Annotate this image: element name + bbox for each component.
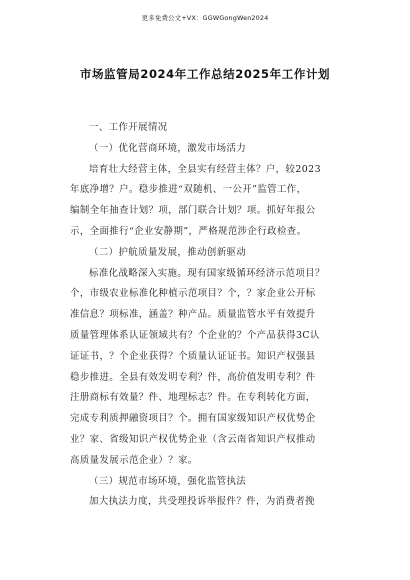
paragraph-line: 高质量发展示范企业）？家。 [70, 454, 198, 466]
section-heading: 一、工作开展情况 [89, 122, 168, 133]
paragraph-first-line: 标准化战略深入实施。现有国家级循环经济示范项目？ [89, 267, 325, 279]
paragraph-line: 业？家、省级知识产权优势企业（含云南省知识产权推动 [70, 433, 316, 445]
subsection-heading: （一）优化营商环境，激发市场活力 [89, 142, 247, 154]
document-body [70, 118, 360, 513]
paragraph-line: 示，全面推行“企业安静期”，严格规范涉企行政检查。 [70, 225, 307, 237]
paragraph-line: 个，市级农业标准化种植示范项目？个，？家企业公开标 [70, 288, 316, 300]
paragraph-line: 证证书，？个企业获得？个质量认证证书。知识产权强县 [70, 350, 316, 362]
paragraph-line: 质量管理体系认证领域共有？个企业的？个产品获得3C认 [70, 329, 320, 341]
header-promo-note: 更多免费公文+VX：GGWGongWen2024 [141, 14, 269, 22]
paragraph-line: 稳步推进。全县有效发明专利？件，高价值发明专利？件 [70, 371, 316, 383]
paragraph-first-line: 培育壮大经营主体，全县实有经营主体？户，较2023 [89, 163, 321, 175]
paragraph-line: 准信息？项标准，涵盖？种产品。质量监管水平有效提升 [70, 309, 316, 321]
document-title: 市场监管局2024年工作总结2025年工作计划 [79, 67, 331, 81]
paragraph-line: 年底净增？户。稳步推进“双随机、一公开”监管工作， [70, 184, 307, 196]
subsection-heading: （二）护航质量发展，推动创新驱动 [89, 246, 247, 258]
paragraph-line: 注册商标有效量？件、地理标志？件。在专利转化方面， [70, 392, 316, 404]
paragraph-line: 编制全年抽查计划？项，部门联合计划？项。抓好年报公 [70, 205, 316, 217]
paragraph-line: 完成专利质押融资项目？个。拥有国家级知识产权优势企 [70, 413, 316, 425]
subsection-heading: （三）规范市场环境，强化监管执法 [89, 475, 247, 487]
paragraph-first-line: 加大执法力度，共受理投诉举报件？件，为消费者挽 [89, 496, 315, 508]
